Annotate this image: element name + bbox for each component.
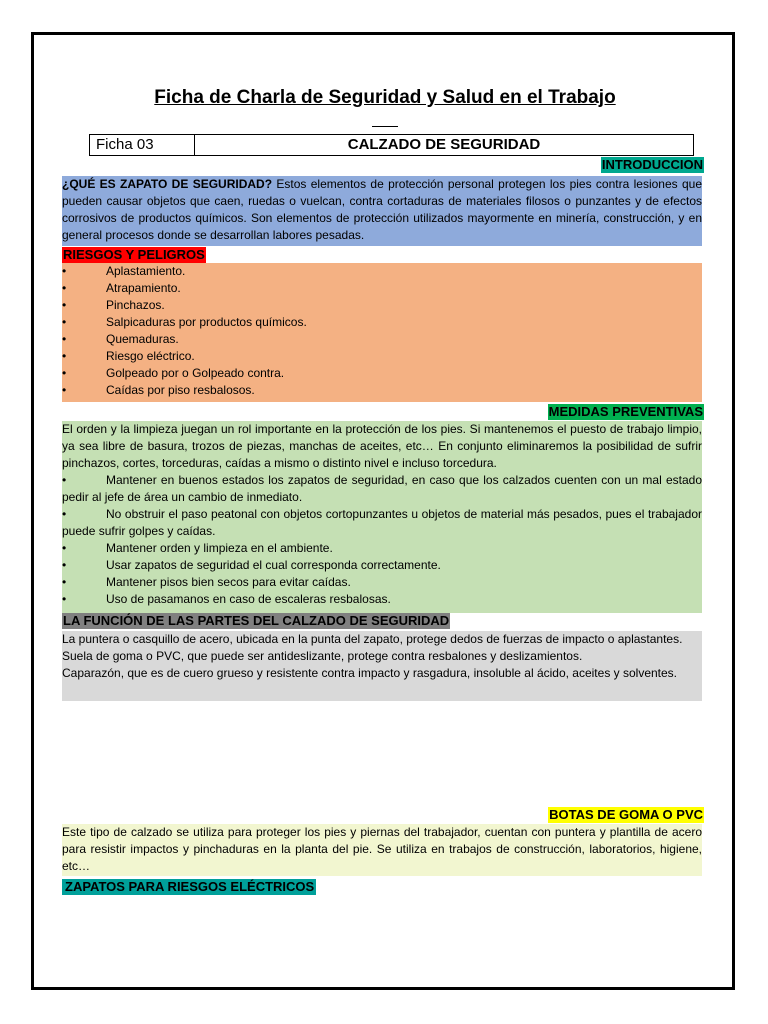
botas-header: BOTAS DE GOMA O PVC — [549, 807, 703, 822]
medidas-header: MEDIDAS PREVENTIVAS — [548, 404, 703, 419]
medidas-section — [62, 421, 702, 613]
list-item: • Aplastamiento. — [62, 264, 186, 278]
ficha-topic: CALZADO DE SEGURIDAD — [347, 136, 541, 153]
ficha-number: Ficha 03 — [90, 135, 195, 155]
list-item: • Salpicaduras por productos químicos. — [62, 315, 307, 329]
list-item: • Quemaduras. — [62, 332, 179, 346]
electricos-header: ZAPATOS PARA RIESGOS ELÉCTRICOS — [62, 879, 316, 895]
introduccion-header: INTRODUCCION — [601, 157, 703, 172]
introduccion-text — [62, 176, 702, 246]
list-item: • Usar zapatos de seguridad el cual corresponda correctamente. — [62, 558, 441, 572]
list-item: • No obstruir el paso peatonal con objetos cortopunzantes u objetos de material más pesados, pues el trabajador puede sufrir golpes y caídas. — [62, 507, 702, 538]
funcion-p2: Suela de goma o PVC, que puede ser antideslizante, protege contra resbalones y deslizamientos. — [62, 649, 583, 663]
introduccion-question: ¿QUÉ ES ZAPATO DE SEGURIDAD? — [62, 177, 273, 191]
riesgos-list — [62, 263, 702, 402]
document-title: Ficha de Charla de Seguridad y Salud en el Trabajo — [150, 86, 620, 134]
ficha-table — [89, 134, 694, 156]
funcion-header: LA FUNCIÓN DE LAS PARTES DEL CALZADO DE SEGURIDAD — [63, 613, 450, 628]
list-item: • Caídas por piso resbalosos. — [62, 383, 255, 397]
funcion-section — [62, 631, 702, 701]
list-item: • Pinchazos. — [62, 298, 165, 312]
list-item: • Mantener orden y limpieza en el ambiente. — [62, 541, 333, 555]
list-item: • Uso de pasamanos en caso de escaleras resbalosas. — [62, 592, 391, 606]
botas-text: Este tipo de calzado se utiliza para proteger los pies y piernas del trabajador, cuentan con puntera y plantilla de acero para resistir impactos y pinchaduras en la planta del pie. Se utiliza en trabajos de construcción, laboratorios, higiene, etc… — [62, 824, 702, 876]
riesgos-header: RIESGOS Y PELIGROS — [63, 247, 205, 262]
list-item: • Golpeado por o Golpeado contra. — [62, 366, 285, 380]
funcion-p3: Caparazón, que es de cuero grueso y resistente contra impacto y rasgadura, insoluble al ácido, aceites y solventes. — [62, 666, 678, 680]
medidas-intro: El orden y la limpieza juegan un rol importante en la protección de los pies. Si mantenemos el puesto de trabajo limpio, ya sea libre de basura, trozos de piezas, manchas de aceites, etc… En conjunto eliminaremos la posibilidad de sufrir pinchazos, cortes, torceduras, caídas a mismo o distinto nivel e incluso torcedura. — [62, 422, 702, 470]
list-item: • Riesgo eléctrico. — [62, 349, 195, 363]
list-item: • Atrapamiento. — [62, 281, 181, 295]
funcion-p1: La puntera o casquillo de acero, ubicada en la punta del zapato, protege dedos de fuerzas de impacto o aplastantes. — [62, 632, 683, 646]
list-item: • Mantener pisos bien secos para evitar caídas. — [62, 575, 351, 589]
list-item: • Mantener en buenos estados los zapatos de seguridad, en caso que los calzados cuenten con un mal estado pedir al jefe de área un cambio de inmediato. — [62, 473, 702, 504]
introduccion-body: Estos elementos de protección personal protegen los pies contra lesiones que pueden causar objetos que caen, ruedas o vuelcan, contra cortaduras de materiales filosos o punzantes y de efectos corrosivos de productos químicos. Son elementos de protección utilizados mayormente en minería, construcción, y en general procesos donde se desarrollan labores pesadas. — [62, 177, 702, 242]
